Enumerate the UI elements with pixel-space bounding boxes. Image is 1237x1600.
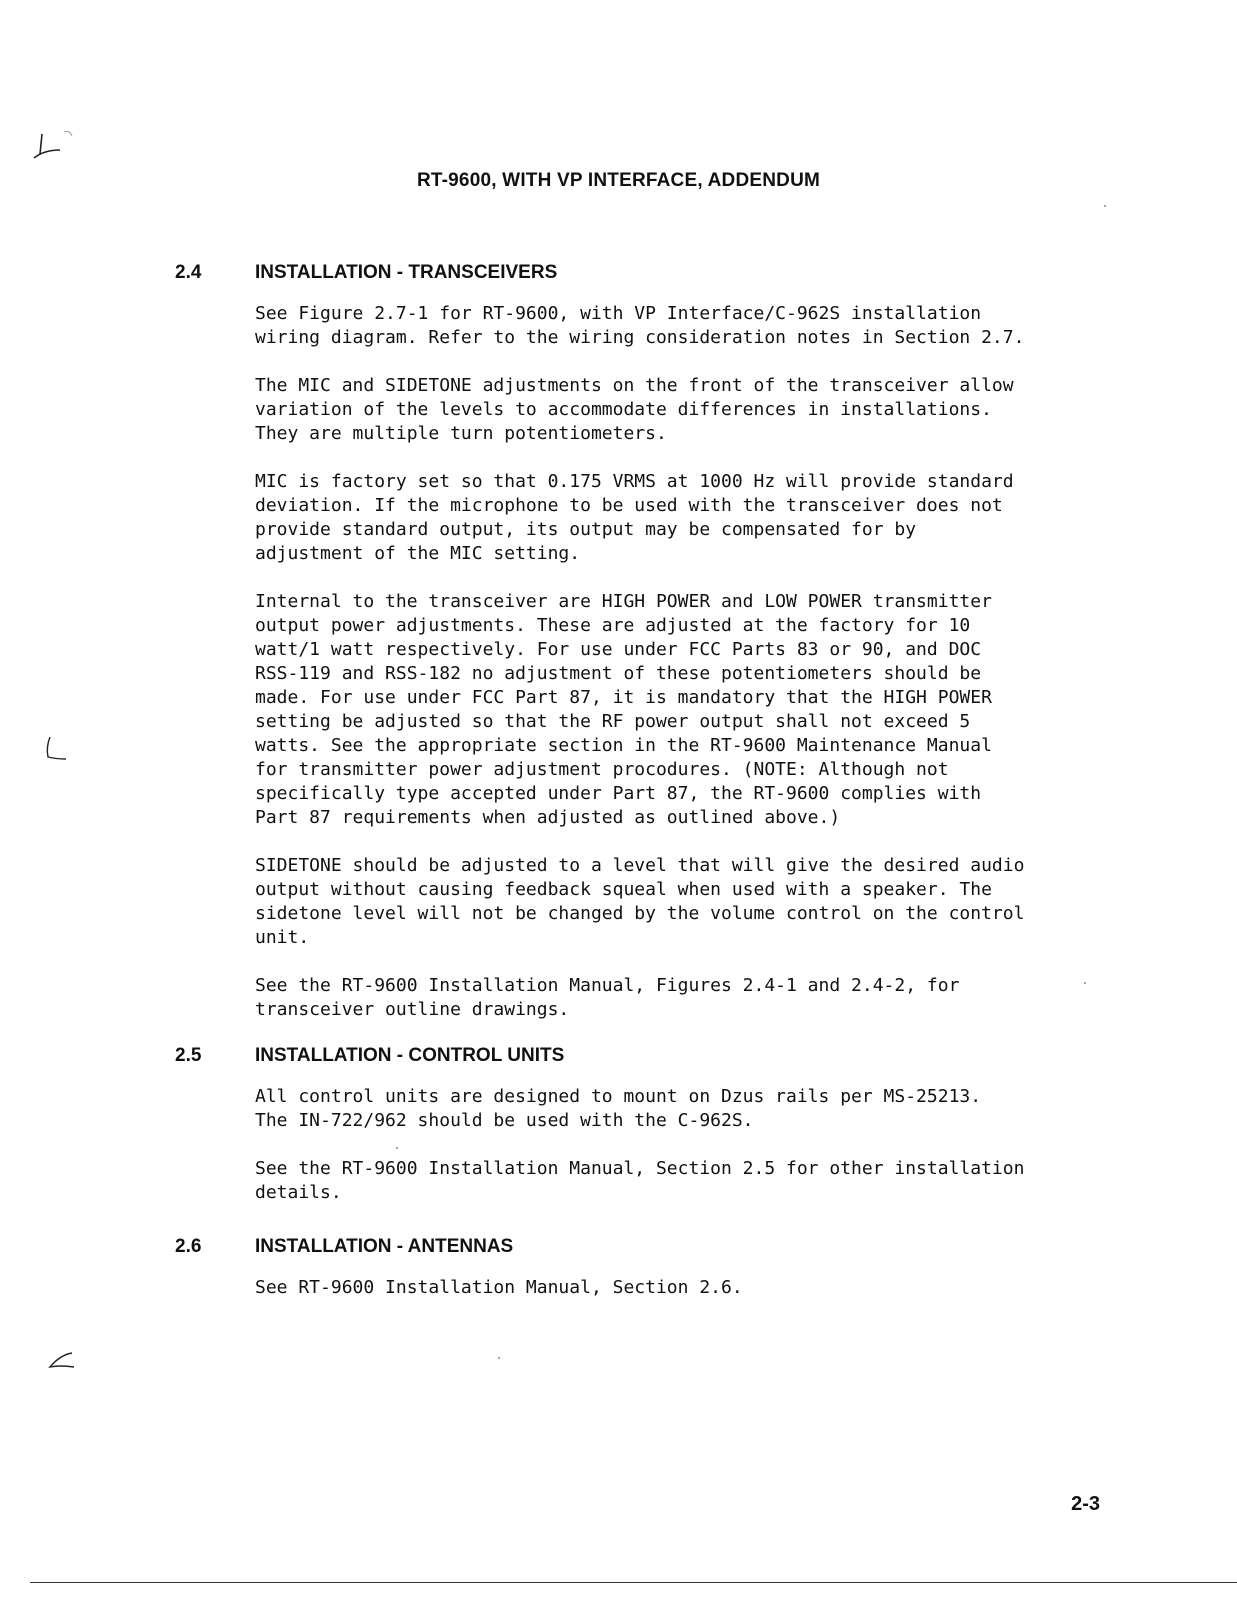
section-title: INSTALLATION - ANTENNAS xyxy=(255,1236,514,1257)
section-2-5 xyxy=(175,1045,1125,1229)
punch-hole-mark-icon xyxy=(38,733,78,767)
section-body xyxy=(255,1085,1125,1205)
page-number: 2-3 xyxy=(1071,1493,1100,1515)
paragraph: See the RT-9600 Installation Manual, Section 2.5 for other installation details. xyxy=(255,1158,1025,1203)
section-body xyxy=(255,1276,1125,1300)
paragraph: MIC is factory set so that 0.175 VRMS at 1000 Hz will provide standard deviation. If the microphone to be used with the transceiver does not provide standard output, its output may be compensated for by adjustment of the MIC setting. xyxy=(255,471,1014,564)
scan-speck xyxy=(1104,205,1106,207)
section-2-6 xyxy=(175,1236,1125,1324)
section-heading xyxy=(175,262,1125,284)
section-body xyxy=(255,302,1125,1022)
section-title: INSTALLATION - TRANSCEIVERS xyxy=(255,262,558,283)
section-number: 2.5 xyxy=(175,1045,202,1066)
scan-speck xyxy=(396,1147,398,1149)
section-heading xyxy=(175,1236,1125,1258)
paragraph: Internal to the transceiver are HIGH POWER and LOW POWER transmitter output power adjustments. These are adjusted at the factory for 10 watt/1 watt respectively. For use under FCC Parts 83 or 90, and DOC RSS-119 and RSS-182 no adjustment of these potentiometers should be made. For use under FCC Part 87, it is mandatory that the HIGH POWER setting be adjusted so that the RF power output shall not exceed 5 watts. See the appropriate section in the RT-9600 Maintenance Manual for transmitter power adjustment procodures. (NOTE: Although not specifically type accepted under Part 87, the RT-9600 complies with Part 87 requirements when adjusted as outlined above.) xyxy=(255,591,992,828)
paragraph: SIDETONE should be adjusted to a level that will give the desired audio output without causing feedback squeal when used with a speaker. The sidetone level will not be changed by the volume control on the control unit. xyxy=(255,855,1025,948)
section-heading xyxy=(175,1045,1125,1067)
paragraph: See the RT-9600 Installation Manual, Figures 2.4-1 and 2.4-2, for transceiver outline drawings. xyxy=(255,975,960,1020)
punch-hole-mark-icon xyxy=(42,1347,82,1377)
section-2-4 xyxy=(175,262,1125,1046)
scan-speck xyxy=(498,1357,500,1359)
paragraph: See RT-9600 Installation Manual, Section 2.6. xyxy=(255,1277,743,1298)
scan-speck xyxy=(1084,982,1086,984)
section-number: 2.6 xyxy=(175,1236,202,1257)
page-bottom-rule xyxy=(30,1582,1237,1583)
section-title: INSTALLATION - CONTROL UNITS xyxy=(255,1045,565,1066)
page-title: RT-9600, WITH VP INTERFACE, ADDENDUM xyxy=(416,170,821,191)
punch-hole-mark-icon xyxy=(30,128,80,168)
section-number: 2.4 xyxy=(175,262,202,283)
paragraph: All control units are designed to mount on Dzus rails per MS-25213. The IN-722/962 should be used with the C-962S. xyxy=(255,1086,982,1131)
paragraph: See Figure 2.7-1 for RT-9600, with VP Interface/C-962S installation wiring diagram. Refer to the wiring consideration notes in Section 2.7. xyxy=(255,303,1025,348)
paragraph: The MIC and SIDETONE adjustments on the front of the transceiver allow variation of the levels to accommodate differences in installations. They are multiple turn potentiometers. xyxy=(255,375,1014,444)
